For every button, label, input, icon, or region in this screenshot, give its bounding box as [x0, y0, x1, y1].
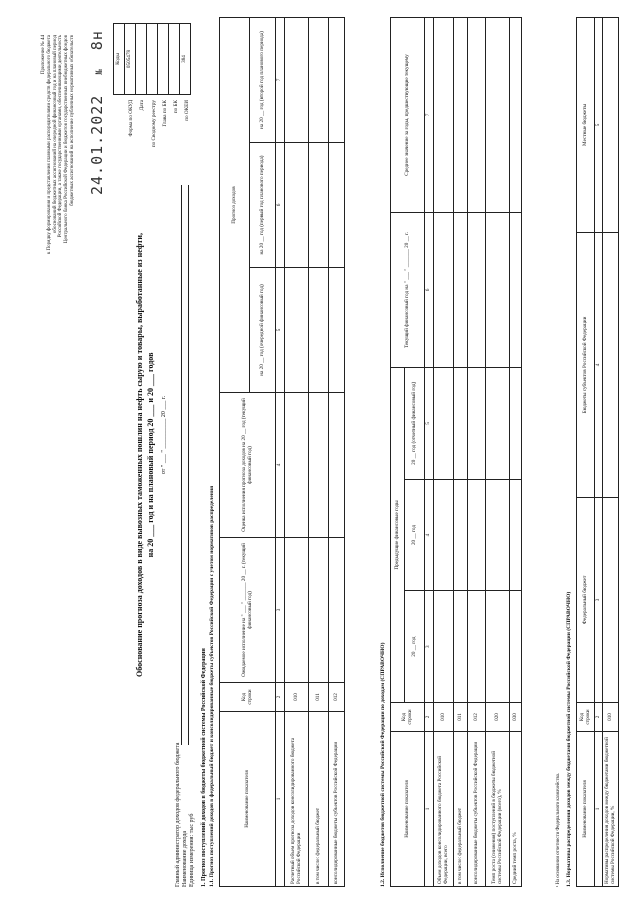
table-row: [454, 18, 468, 887]
stamp-date: 24.01.2022: [88, 94, 106, 195]
form-date: от " ___ " __________ 20 ___ г.: [161, 395, 167, 475]
row-code: 030: [510, 703, 522, 732]
form-title: Обоснование прогноза доходов в виде вывозных таможенных пошлин на нефть сырую и товары, выработанные из нефти,: [135, 233, 144, 677]
row-name: Расчетный объем прогноза доходов консолидированного бюджета Российской Федерации: [285, 712, 309, 887]
cell[interactable]: [285, 143, 309, 268]
row-code: 012: [468, 703, 486, 732]
table-row: [510, 18, 522, 887]
cell[interactable]: [309, 18, 329, 143]
cell[interactable]: [434, 213, 454, 368]
cell[interactable]: [454, 591, 468, 703]
t11-head-forecast: Прогноз доходов: [220, 18, 250, 393]
col-num: 5: [276, 268, 285, 393]
row-name: консолидированные бюджеты субъектов Российской Федерации: [329, 712, 345, 887]
rotated-form-sheet: [35, 0, 625, 895]
col-num: 4: [276, 393, 285, 538]
row-name: Нормативы распределения доходов между бюджетами бюджетной системы Российской Федерации, %: [603, 732, 619, 887]
code-label: Глава по БК: [161, 100, 168, 127]
cell[interactable]: [329, 393, 345, 538]
row-code: 012: [329, 683, 345, 712]
code-label: по Сводному реестру: [150, 100, 157, 148]
code-label: по БК: [173, 100, 180, 114]
cell[interactable]: [434, 368, 454, 480]
stamp-number: 8н: [88, 30, 106, 51]
table-row: [603, 18, 619, 887]
cell[interactable]: [309, 538, 329, 683]
t13-head-name: Наименование показателя: [577, 732, 595, 887]
cell[interactable]: [510, 368, 522, 480]
t11-head-expected: Ожидаемое исполнение на " ___ " _______ 20 __ г. (текущий финансовый год): [220, 538, 276, 683]
meta-underline: [181, 185, 182, 745]
appendix-line: бюджетных ассигнований на исполнение публичных нормативных обязательств: [69, 35, 75, 206]
cell[interactable]: [285, 18, 309, 143]
section-1-1-title: 1.1. Прогноз поступлений доходов в федеральный бюджет и консолидированные бюджеты субъектов Российской Федерации с учетом нормативов распределения: [209, 485, 215, 887]
t11-head-code: Код строки: [220, 683, 276, 712]
section-1-title: 1. Прогноз поступлений доходов в бюджеты бюджетной системы Российской Федерации: [201, 648, 207, 887]
col-num: 3: [425, 591, 434, 703]
cell[interactable]: [329, 268, 345, 393]
t12-head-y2: 20 __ год: [405, 479, 425, 591]
cell[interactable]: [603, 498, 619, 703]
cell[interactable]: [468, 591, 486, 703]
t13-head-federal: Федеральный бюджет: [577, 498, 595, 703]
appendix-line: к Порядку формирования и представления главными распорядителями средств федерального бюджета: [46, 35, 52, 255]
cell[interactable]: [468, 18, 486, 213]
t12-head-current: Текущий финансовый год на " ___ " _______ 20 __ г.: [391, 213, 425, 368]
col-num: 6: [425, 213, 434, 368]
meta-unit: Единица измерения: тыс руб: [188, 813, 195, 887]
codes-table: [113, 23, 191, 95]
appendix-line: Российской Федерации, а также государственными органами, обеспечивающими деятельность: [58, 35, 64, 238]
cell[interactable]: [434, 479, 454, 591]
cell[interactable]: [285, 538, 309, 683]
cell[interactable]: [468, 213, 486, 368]
cell[interactable]: [329, 18, 345, 143]
code-registry: [147, 24, 158, 95]
t13-head-regional: Бюджеты субъектов Российской Федерации: [577, 233, 595, 498]
row-code: 020: [486, 703, 510, 732]
appendix-line: обоснований бюджетных ассигнований на очередной финансовый год и на плановый период: [52, 35, 58, 234]
appendix-title: Приложение № 44: [41, 35, 46, 75]
col-num: 7: [425, 18, 434, 213]
table-row: [329, 18, 345, 887]
table-row: [468, 18, 486, 887]
t11-head-name: Наименование показателя: [220, 712, 276, 887]
meta-underline: [188, 185, 189, 745]
cell[interactable]: [454, 479, 468, 591]
t12-head-code: Код строки: [391, 703, 425, 732]
appendix-line: Центрального банка Российской Федерации и бюджетов государственных внебюджетных фондов: [64, 35, 69, 244]
col-num: 3: [276, 538, 285, 683]
section-1-2-title: 1.2. Исполнение бюджетов бюджетной системы Российской Федерации по доходам (СПРАВОЧНО): [380, 642, 386, 887]
cell[interactable]: [468, 479, 486, 591]
t12-head-y3: 20 __ год (отчетный финансовый год): [405, 368, 425, 480]
code-date: [136, 24, 147, 95]
t11-head-y3: на 20 __ год (второй год планового периода): [250, 18, 276, 143]
stamp-no-label: №: [95, 68, 105, 75]
code-label: по ОКЕИ: [184, 100, 191, 121]
meta-block: [175, 637, 196, 887]
code-label: Форма по ОКУД: [128, 100, 134, 137]
row-code: 010: [603, 703, 619, 732]
row-name: консолидированные бюджеты субъектов Российской Федерации: [468, 732, 486, 887]
cell[interactable]: [603, 18, 619, 233]
row-name: Темп роста (снижения) поступлений в бюджеты бюджетной системы Российской Федерации (всего), %: [486, 732, 510, 887]
cell[interactable]: [434, 591, 454, 703]
code-okud: 0505478: [125, 24, 136, 95]
cell[interactable]: [454, 368, 468, 480]
codes-header: Коды: [114, 24, 125, 95]
appendix-block: [41, 35, 76, 335]
row-name: Средний темп роста, %: [510, 732, 522, 887]
table-row: [285, 18, 309, 887]
col-num: 5: [595, 18, 603, 233]
code-bk: [169, 24, 180, 95]
cell[interactable]: [454, 18, 468, 213]
col-num: 1: [595, 732, 603, 887]
meta-admin: Главный администратор доходов федерального бюджета: [175, 742, 181, 887]
row-code: 011: [454, 703, 468, 732]
cell[interactable]: [486, 213, 510, 368]
cell[interactable]: [486, 368, 510, 480]
col-num: 2: [276, 683, 285, 712]
cell[interactable]: [309, 393, 329, 538]
col-num: 2: [425, 703, 434, 732]
footnote: ¹ На основании отчетности Федерального казначейства.: [556, 772, 561, 887]
cell[interactable]: [309, 268, 329, 393]
code-okei: 384: [180, 24, 191, 95]
table-1-1: [219, 17, 345, 887]
cell[interactable]: [510, 213, 522, 368]
col-num: 2: [595, 703, 603, 732]
cell[interactable]: [510, 591, 522, 703]
col-num: 7: [276, 18, 285, 143]
cell[interactable]: [486, 591, 510, 703]
t11-head-estimate: Оценка исполнения прогноза доходов на 20 __ год (текущий финансовый год): [220, 393, 276, 538]
meta-income-name: Наименование дохода: [181, 830, 188, 887]
cell[interactable]: [468, 368, 486, 480]
t12-head-name: Наименование показателя: [391, 732, 425, 887]
t13-head-code: Код строки: [577, 703, 595, 732]
cell[interactable]: [309, 143, 329, 268]
form-title-period: на 20 ___ год и на плановый период 20 ___ и 20 ___ годов: [146, 352, 155, 558]
cell[interactable]: [486, 479, 510, 591]
cell[interactable]: [285, 393, 309, 538]
cell[interactable]: [434, 18, 454, 213]
col-num: 1: [276, 712, 285, 887]
table-1-2: [390, 17, 522, 887]
t11-head-y1: на 20 __ год (очередной финансовый год): [250, 268, 276, 393]
table-row: [309, 18, 329, 887]
row-name: в том числе: федеральный бюджет: [454, 732, 468, 887]
col-num: 5: [425, 368, 434, 480]
cell[interactable]: [603, 233, 619, 498]
cell[interactable]: [454, 213, 468, 368]
row-code: 010: [434, 703, 454, 732]
cell[interactable]: [329, 538, 345, 683]
row-code: 011: [309, 683, 329, 712]
row-name: в том числе: федеральный бюджет: [309, 712, 329, 887]
code-chapter: [158, 24, 169, 95]
col-num: 1: [425, 732, 434, 887]
codes-labels: [126, 100, 194, 175]
registration-stamp: [89, 30, 106, 195]
t13-head-local: Местные бюджеты: [577, 18, 595, 233]
col-num: 4: [425, 479, 434, 591]
col-num: 6: [276, 143, 285, 268]
table-1-3: [576, 17, 619, 887]
cell[interactable]: [510, 479, 522, 591]
col-num: 3: [595, 498, 603, 703]
section-1-3-title: 1.3. Нормативы распределения доходов между бюджетами бюджетной системы Российской Федерации (СПРАВОЧНО): [566, 591, 572, 887]
cell[interactable]: [510, 18, 522, 213]
table-row: [486, 18, 510, 887]
t12-head-avg: Среднее значение за годы, предшествующие текущему: [391, 18, 425, 213]
cell[interactable]: [329, 143, 345, 268]
t12-head-y1: 20 __ год: [405, 591, 425, 703]
cell[interactable]: [486, 18, 510, 213]
table-row: [434, 18, 454, 887]
row-name: Объем доходов консолидированного бюджета Российской Федерации, всего: [434, 732, 454, 887]
code-label: Дата: [139, 100, 146, 111]
col-num: 4: [595, 233, 603, 498]
t12-head-prev: Предыдущие финансовые годы: [391, 368, 405, 703]
t11-head-y2: на 20 __ год (первый год планового периода): [250, 143, 276, 268]
row-code: 010: [285, 683, 309, 712]
cell[interactable]: [285, 268, 309, 393]
